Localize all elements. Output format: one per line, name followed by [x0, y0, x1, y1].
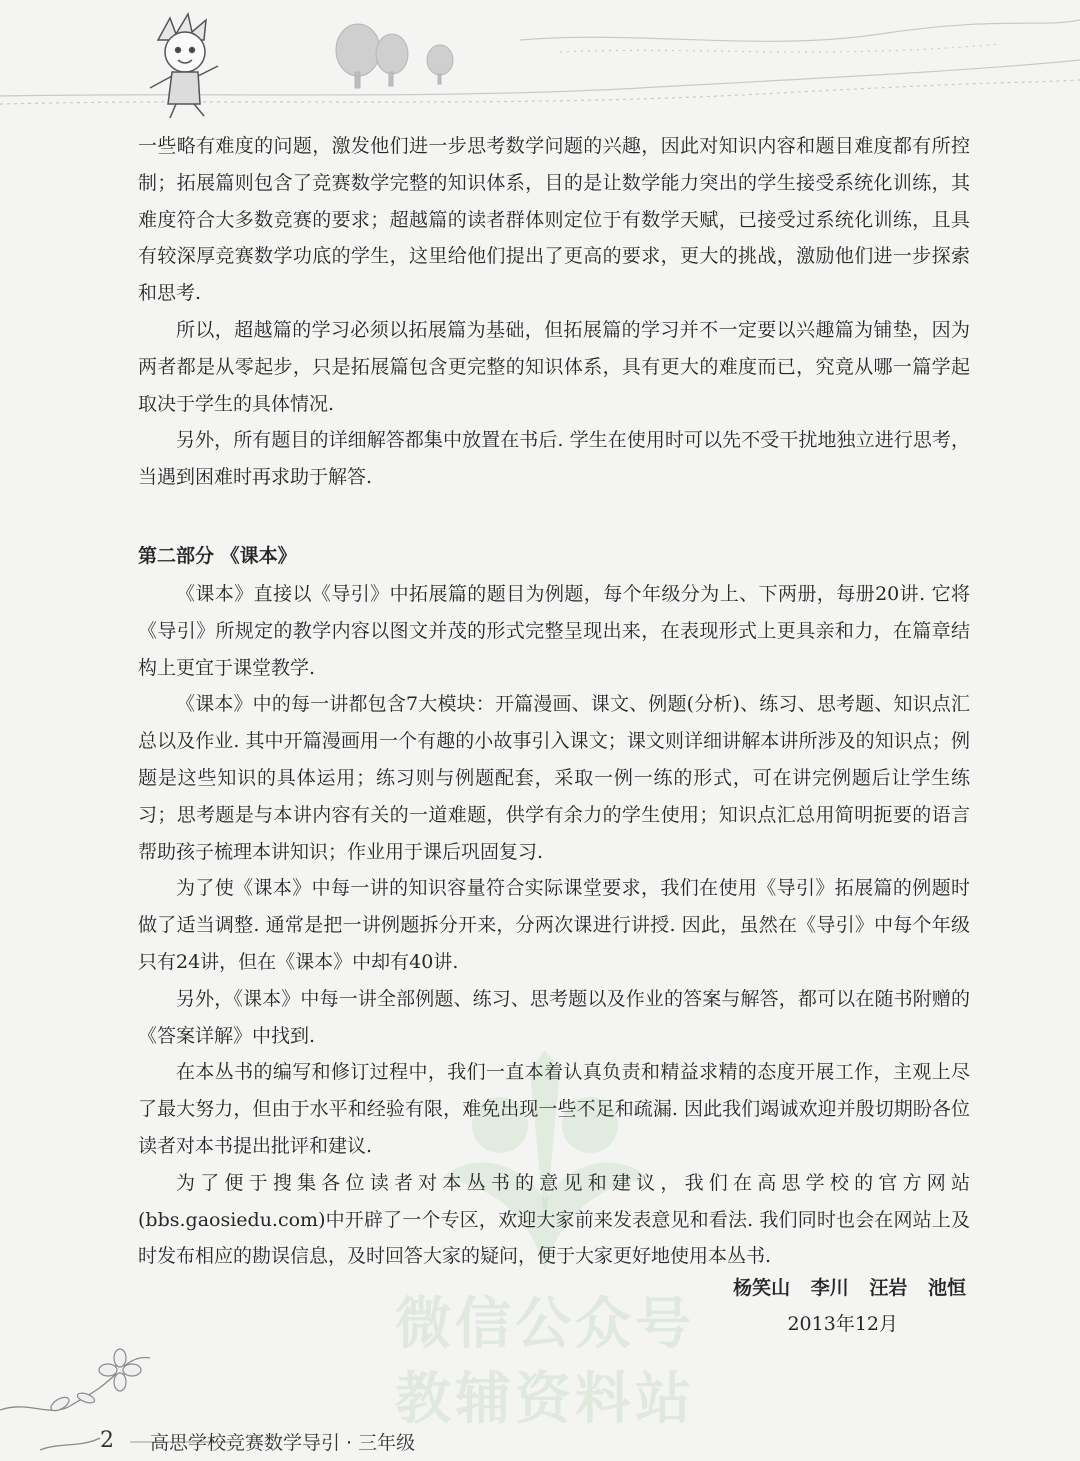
watermark-line1: 微信公众号	[395, 1292, 695, 1357]
paragraph: 另外，所有题目的详细解答都集中放置在书后. 学生在使用时可以先不受干扰地独立进行思考，当遇到困难时再求助于解答.	[138, 429, 970, 489]
paragraph: 为了使《课本》中每一讲的知识容量符合实际课堂要求，我们在使用《导引》拓展篇的例题时做了适当调整. 通常是把一讲例题拆分开来，分两次课进行讲授. 因此，虽然在《导引》中每个年级只有24讲，但在《课本》中却有40讲.	[138, 877, 970, 973]
paragraph: 《课本》直接以《导引》中拓展篇的题目为例题，每个年级分为上、下两册，每册20讲. 它将《导引》所规定的教学内容以图文并茂的形式完整呈现出来，在表现形式上更具亲和力，在篇章结构上更宜于课堂教学.	[138, 582, 970, 679]
section-title: 第二部分 《课本》	[138, 544, 297, 567]
paragraph: 在本丛书的编写和修订过程中，我们一直本着认真负责和精益求精的态度开展工作，主观上尽了最大努力，但由于水平和经验有限，难免出现一些不足和疏漏. 因此我们竭诚欢迎并殷切期盼各位读者对本书提出批评和建议.	[138, 1061, 970, 1157]
header-illustration	[0, 0, 1080, 120]
paragraph: 所以，超越篇的学习必须以拓展篇为基础，但拓展篇的学习并不一定要以兴趣篇为铺垫，因为两者都是从零起步，只是拓展篇包含更完整的知识体系，具有更大的难度而已，究竟从哪一篇学起取决于学生的具体情况.	[138, 318, 970, 415]
paragraph: 《课本》中的每一讲都包含7大模块：开篇漫画、课文、例题(分析)、练习、思考题、知识点汇总以及作业. 其中开篇漫画用一个有趣的小故事引入课文；课文则详细讲解本讲所涉及的知识点；例题是这些知识的具体运用；练习则与例题配套，采取一例一练的形式，可在讲完例题后让学生练习；思考题是与本讲内容有关的一道难题，供学有余力的学生使用；知识点汇总用简明扼要的语言帮助孩子梳理本讲知识；作业用于课后巩固复习.	[138, 693, 970, 863]
watermark-line2: 教辅资料站	[395, 1367, 695, 1432]
cartoon-boy-icon	[150, 14, 218, 118]
main-text	[138, 128, 970, 1275]
footer-book-title: 高思学校竞赛数学导引 · 三年级	[150, 1432, 416, 1454]
author-names: 杨笑山 李川 汪岩 池恒	[733, 1277, 966, 1299]
signature	[600, 1270, 966, 1342]
page-number: 2	[100, 1428, 114, 1453]
paragraph: 为了便于搜集各位读者对本丛书的意见和建议，我们在高思学校的官方网站(bbs.gaosiedu.com)中开辟了一个专区，欢迎大家前来发表意见和看法. 我们同时也会在网站上及时发布相应的勘误信息，及时回答大家的疑问，便于大家更好地使用本丛书.	[138, 1171, 970, 1268]
paragraph: 另外，《课本》中每一讲全部例题、练习、思考题以及作业的答案与解答，都可以在随书附赠的《答案详解》中找到.	[138, 987, 970, 1047]
signature-date: 2013年12月	[787, 1313, 898, 1335]
tree-icons	[336, 24, 453, 88]
paragraph: 一些略有难度的问题，激发他们进一步思考数学问题的兴趣，因此对知识内容和题目难度都有所控制；拓展篇则包含了竞赛数学完整的知识体系，目的是让数学能力突出的学生接受系统化训练，其难度符合大多数竞赛的要求；超越篇的读者群体则定位于有数学天赋，已接受过系统化训练，且具有较深厚竞赛数学功底的学生，这里给他们提出了更高的要求，更大的挑战，激励他们进一步探索和思考.	[138, 135, 970, 305]
